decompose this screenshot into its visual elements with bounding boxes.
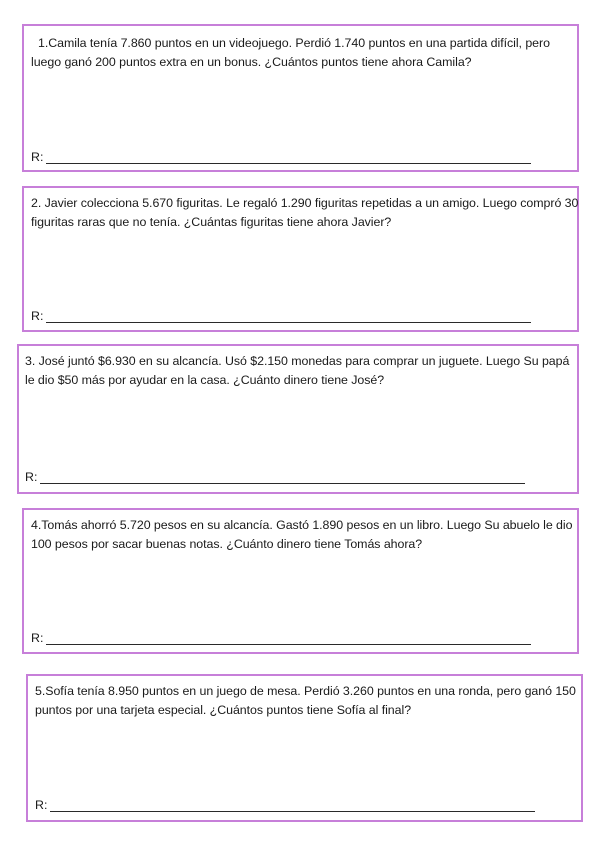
answer-line-1[interactable] — [46, 151, 531, 164]
problem-box-3 — [17, 344, 579, 494]
answer-row-4 — [31, 631, 531, 645]
problem-text-2: 2. Javier colecciona 5.670 figuritas. Le regaló 1.290 figuritas repetidas a un amigo. Luego compró 30 figuritas raras que no tenía. ¿Cuántas figuritas tiene ahora Javier? — [31, 196, 579, 229]
answer-label-2: R: — [31, 309, 44, 323]
problem-box-1 — [22, 24, 579, 172]
answer-line-4[interactable] — [46, 632, 531, 645]
problem-box-5 — [26, 674, 583, 822]
answer-label-1: R: — [31, 150, 44, 164]
problem-box-4 — [22, 508, 579, 654]
problem-text-4: 4.Tomás ahorró 5.720 pesos en su alcancía. Gastó 1.890 pesos en un libro. Luego Su abuelo le dio 100 pesos por sacar buenas notas. ¿Cuánto dinero tiene Tomás ahora? — [31, 518, 573, 551]
problem-text-1: 1.Camila tenía 7.860 puntos en un videojuego. Perdió 1.740 puntos en una partida difícil, pero luego ganó 200 puntos extra en un bonus. ¿Cuántos puntos tiene ahora Camila? — [31, 36, 550, 69]
answer-row-1 — [31, 150, 531, 164]
answer-row-3 — [25, 470, 525, 484]
answer-line-2[interactable] — [46, 310, 531, 323]
answer-line-5[interactable] — [50, 799, 535, 812]
problem-box-2 — [22, 186, 579, 332]
answer-label-4: R: — [31, 631, 44, 645]
answer-label-5: R: — [35, 798, 48, 812]
answer-line-3[interactable] — [40, 471, 525, 484]
answer-row-5 — [35, 798, 535, 812]
problem-text-3: 3. José juntó $6.930 en su alcancía. Usó $2.150 monedas para comprar un juguete. Luego Su papá le dio $50 más por ayudar en la casa. ¿Cuánto dinero tiene José? — [25, 354, 570, 387]
answer-row-2 — [31, 309, 531, 323]
answer-label-3: R: — [25, 470, 38, 484]
problem-text-5: 5.Sofía tenía 8.950 puntos en un juego de mesa. Perdió 3.260 puntos en una ronda, pero ganó 150 puntos por una tarjeta especial. ¿Cuántos puntos tiene Sofía al final? — [35, 684, 576, 717]
